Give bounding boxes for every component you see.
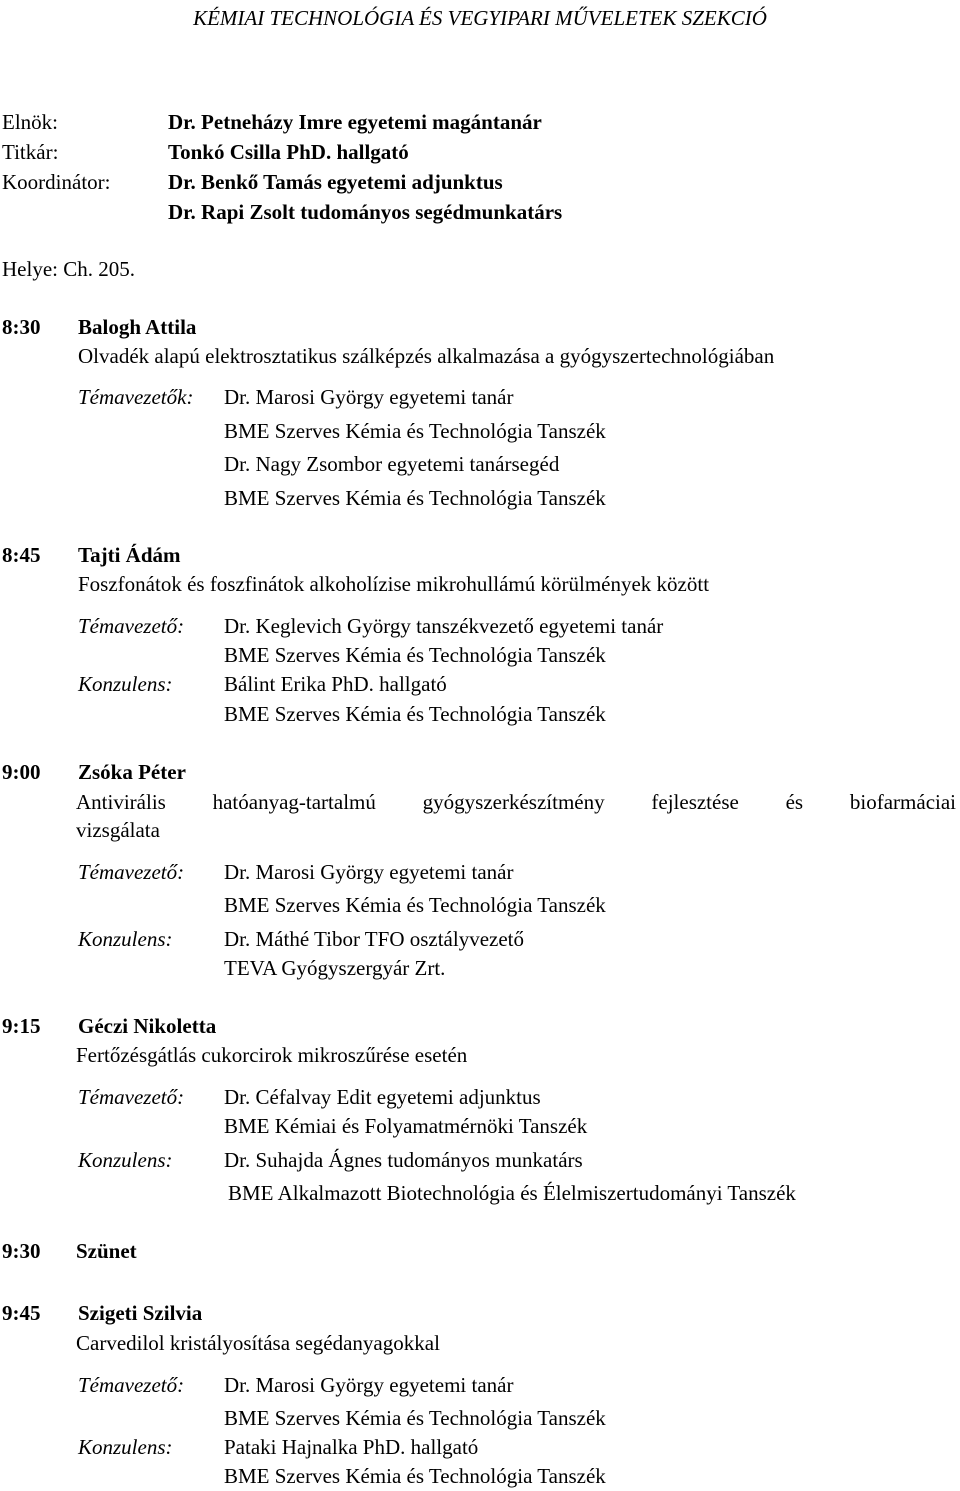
role-label: Konzulens:	[78, 1435, 173, 1459]
officer-name-coordinator-1: Dr. Benkő Tamás egyetemi adjunktus	[168, 170, 503, 194]
role-label: Témavezető:	[78, 614, 185, 638]
session-presenter: Szigeti Szilvia	[78, 1301, 203, 1325]
session-title: Olvadék alapú elektrosztatikus szálképzés alkalmazása a gyógyszertechnológiában	[78, 344, 775, 368]
role-label: Témavezető:	[78, 1085, 185, 1109]
officer-label-chair: Elnök:	[2, 110, 58, 134]
officer-label-coordinator: Koordinátor:	[2, 170, 111, 194]
role-label: Konzulens:	[78, 927, 173, 951]
role-entry: Bálint Erika PhD. hallgató	[224, 672, 447, 696]
role-entry: Dr. Marosi György egyetemi tanár	[224, 860, 514, 884]
role-entry: BME Szerves Kémia és Technológia Tanszék	[224, 1464, 606, 1488]
role-entry: TEVA Gyógyszergyár Zrt.	[224, 956, 446, 980]
role-entry: BME Szerves Kémia és Technológia Tanszék	[224, 1406, 606, 1430]
session-title: Carvedilol kristályosítása segédanyagokkal	[76, 1331, 440, 1355]
session-time: 9:30	[2, 1239, 41, 1263]
role-entry: BME Alkalmazott Biotechnológia és Élelmiszertudományi Tanszék	[228, 1181, 796, 1205]
session-title-continued: vizsgálata	[76, 818, 160, 842]
session-presenter: Tajti Ádám	[78, 543, 181, 567]
session-title: Fertőzésgátlás cukorcirok mikroszűrése esetén	[76, 1043, 468, 1067]
session-break: Szünet	[76, 1239, 137, 1263]
location: Helye: Ch. 205.	[2, 257, 135, 281]
section-title: KÉMIAI TECHNOLÓGIA ÉS VEGYIPARI MŰVELETEK SZEKCIÓ	[193, 6, 767, 30]
session-time: 8:30	[2, 315, 41, 339]
role-entry: Pataki Hajnalka PhD. hallgató	[224, 1435, 479, 1459]
role-entry: BME Szerves Kémia és Technológia Tanszék	[224, 893, 606, 917]
role-entry: Dr. Máthé Tibor TFO osztályvezető	[224, 927, 525, 951]
role-entry: Dr. Marosi György egyetemi tanár	[224, 385, 514, 409]
role-entry: Dr. Suhajda Ágnes tudományos munkatárs	[224, 1148, 583, 1172]
role-label: Témavezető:	[78, 1373, 185, 1397]
role-entry: BME Kémiai és Folyamatmérnöki Tanszék	[224, 1114, 588, 1138]
role-entry: Dr. Nagy Zsombor egyetemi tanársegéd	[224, 452, 560, 476]
officer-label-secretary: Titkár:	[2, 140, 59, 164]
session-time: 8:45	[2, 543, 41, 567]
officer-name-chair: Dr. Petneházy Imre egyetemi magántanár	[168, 110, 542, 134]
role-label: Témavezető:	[78, 860, 185, 884]
session-presenter: Zsóka Péter	[78, 760, 186, 784]
session-presenter: Géczi Nikoletta	[78, 1014, 217, 1038]
role-entry: BME Szerves Kémia és Technológia Tanszék	[224, 486, 606, 510]
role-entry: BME Szerves Kémia és Technológia Tanszék	[224, 643, 606, 667]
session-title: Foszfonátok és foszfinátok alkoholízise mikrohullámú körülmények között	[78, 572, 710, 596]
session-time: 9:45	[2, 1301, 41, 1325]
role-entry: Dr. Marosi György egyetemi tanár	[224, 1373, 514, 1397]
role-entry: Dr. Keglevich György tanszékvezető egyetemi tanár	[224, 614, 664, 638]
role-label: Témavezetők:	[78, 385, 194, 409]
role-entry: BME Szerves Kémia és Technológia Tanszék	[224, 419, 606, 443]
role-entry: Dr. Céfalvay Edit egyetemi adjunktus	[224, 1085, 541, 1109]
session-time: 9:15	[2, 1014, 41, 1038]
officer-name-coordinator-2: Dr. Rapi Zsolt tudományos segédmunkatárs	[168, 200, 563, 224]
officer-name-secretary: Tonkó Csilla PhD. hallgató	[168, 140, 409, 164]
role-label: Konzulens:	[78, 672, 173, 696]
role-entry: BME Szerves Kémia és Technológia Tanszék	[224, 702, 606, 726]
session-presenter: Balogh Attila	[78, 315, 197, 339]
session-title: Antivirális hatóanyag-tartalmú gyógyszerkészítmény fejlesztése és biofarmáciai	[76, 790, 956, 814]
session-time: 9:00	[2, 760, 41, 784]
role-label: Konzulens:	[78, 1148, 173, 1172]
